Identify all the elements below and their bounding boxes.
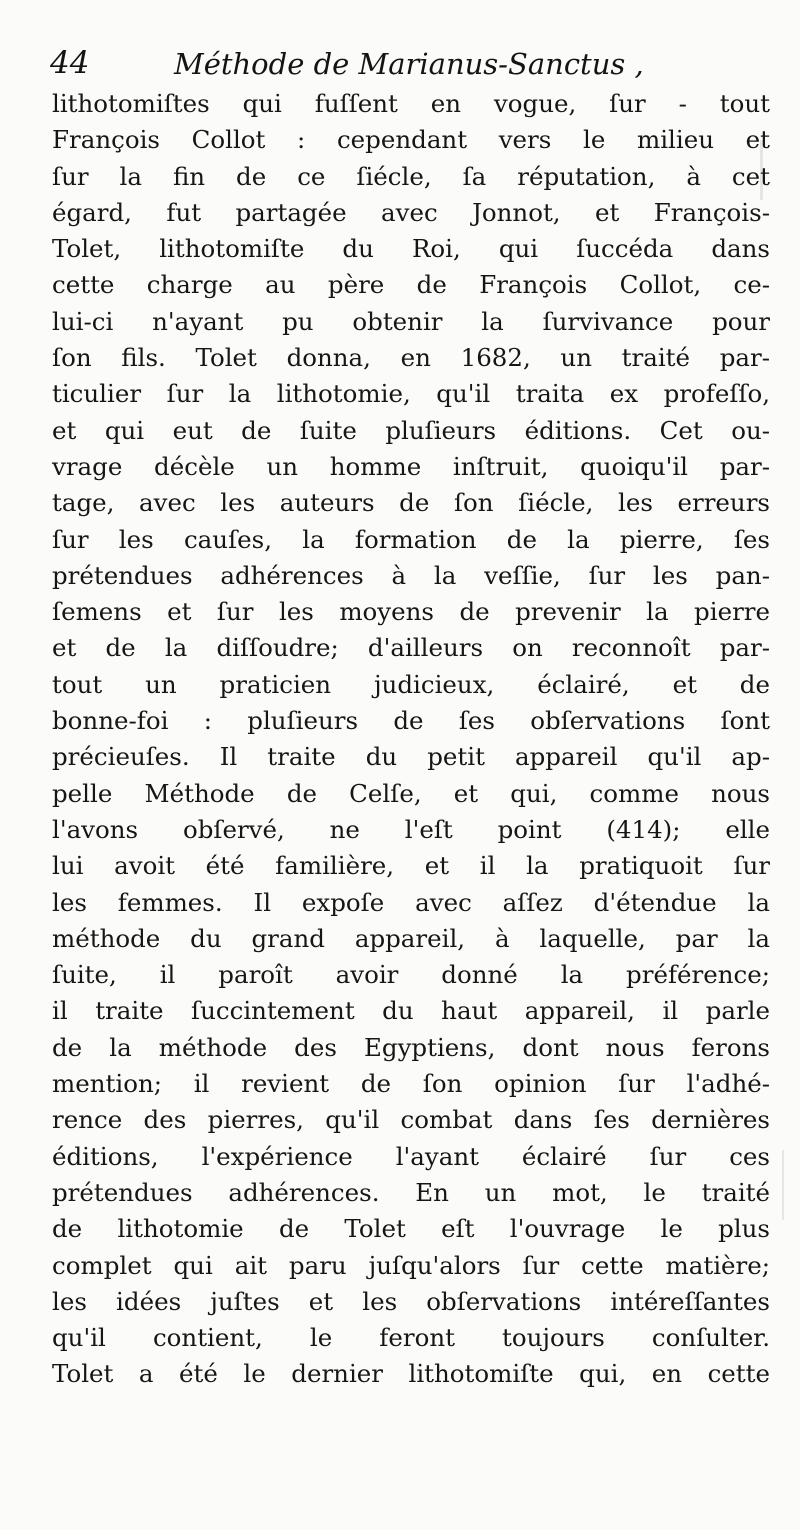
text-line: et de la diſſoudre; d'ailleurs on reconnoît par- [52, 633, 770, 663]
text-line: François Collot : cependant vers le milieu et [52, 125, 770, 155]
text-line: pelle Méthode de Celſe, et qui, comme nous [52, 778, 770, 808]
page-number: 44 [50, 45, 90, 81]
text-line: rence des pierres, qu'il combat dans ſes dernières [52, 1105, 770, 1135]
text-line: de lithotomie de Tolet eſt l'ouvrage le plus [52, 1214, 770, 1244]
running-head: Méthode de Marianus-Sanctus , [174, 47, 644, 81]
text-line: mention; il revient de ſon opinion ſur l'adhé- [52, 1069, 770, 1099]
text-line: bonne-foi : pluſieurs de ſes obſervations ſont [52, 706, 770, 736]
text-line: prétendues adhérences à la veſſie, ſur les pan- [52, 560, 770, 590]
text-line: lithotomiſtes qui fuſſent en vogue, ſur - tout [52, 89, 770, 118]
text-line: vrage décèle un homme inſtruit, quoiqu'il par- [52, 451, 770, 481]
text-line: qu'il contient, le feront toujours conſulter. [52, 1323, 770, 1353]
text-line: les idées juſtes et les obſervations intéreſſantes [52, 1286, 770, 1316]
text-line: tout un praticien judicieux, éclairé, et de [52, 669, 770, 699]
text-line: l'avons obſervé, ne l'eſt point (414); elle [52, 814, 770, 844]
text-line: prétendues adhérences. En un mot, le traité [52, 1177, 770, 1207]
text-line: ſur la fin de ce ſiécle, ſa réputation, à cet [52, 161, 770, 191]
text-line: ſon fils. Tolet donna, en 1682, un traité par- [52, 343, 770, 373]
text-line: méthode du grand appareil, à laquelle, par la [52, 923, 770, 953]
text-line: précieuſes. Il traite du petit appareil qu'il ap- [52, 742, 770, 772]
text-line: cette charge au père de François Collot, ce- [52, 270, 770, 300]
text-line: Tolet a été le dernier lithotomiſte qui, en cette [52, 1359, 770, 1389]
text-line: ſemens et ſur les moyens de prevenir la pierre [52, 597, 770, 627]
text-line: tage, avec les auteurs de ſon ſiécle, les erreurs [52, 488, 770, 518]
text-line: ſur les cauſes, la formation de la pierre, ſes [52, 524, 770, 554]
text-line: lui avoit été familière, et il la pratiquoit ſur [52, 851, 770, 881]
text-line: Tolet, lithotomiſte du Roi, qui ſuccéda dans [52, 234, 770, 264]
scan-smudge [782, 1150, 784, 1220]
body-text [52, 86, 770, 1393]
text-line: ſuite, il paroît avoir donné la préférence; [52, 960, 770, 990]
text-line: ticulier ſur la lithotomie, qu'il traita ex profeſſo, [52, 379, 770, 409]
text-line: complet qui ait paru juſqu'alors ſur cette matière; [52, 1250, 770, 1280]
text-line: éditions, l'expérience l'ayant éclairé ſur ces [52, 1141, 770, 1171]
text-line: égard, fut partagée avec Jonnot, et François- [52, 197, 770, 227]
text-line: et qui eut de ſuite pluſieurs éditions. Cet ou- [52, 415, 770, 445]
text-line: lui-ci n'ayant pu obtenir la ſurvivance pour [52, 306, 770, 336]
text-line: de la méthode des Egyptiens, dont nous ferons [52, 1032, 770, 1062]
text-line: il traite ſuccintement du haut appareil, il parle [52, 996, 770, 1026]
text-line: les femmes. Il expoſe avec aſſez d'étendue la [52, 887, 770, 917]
page-header [50, 45, 770, 85]
